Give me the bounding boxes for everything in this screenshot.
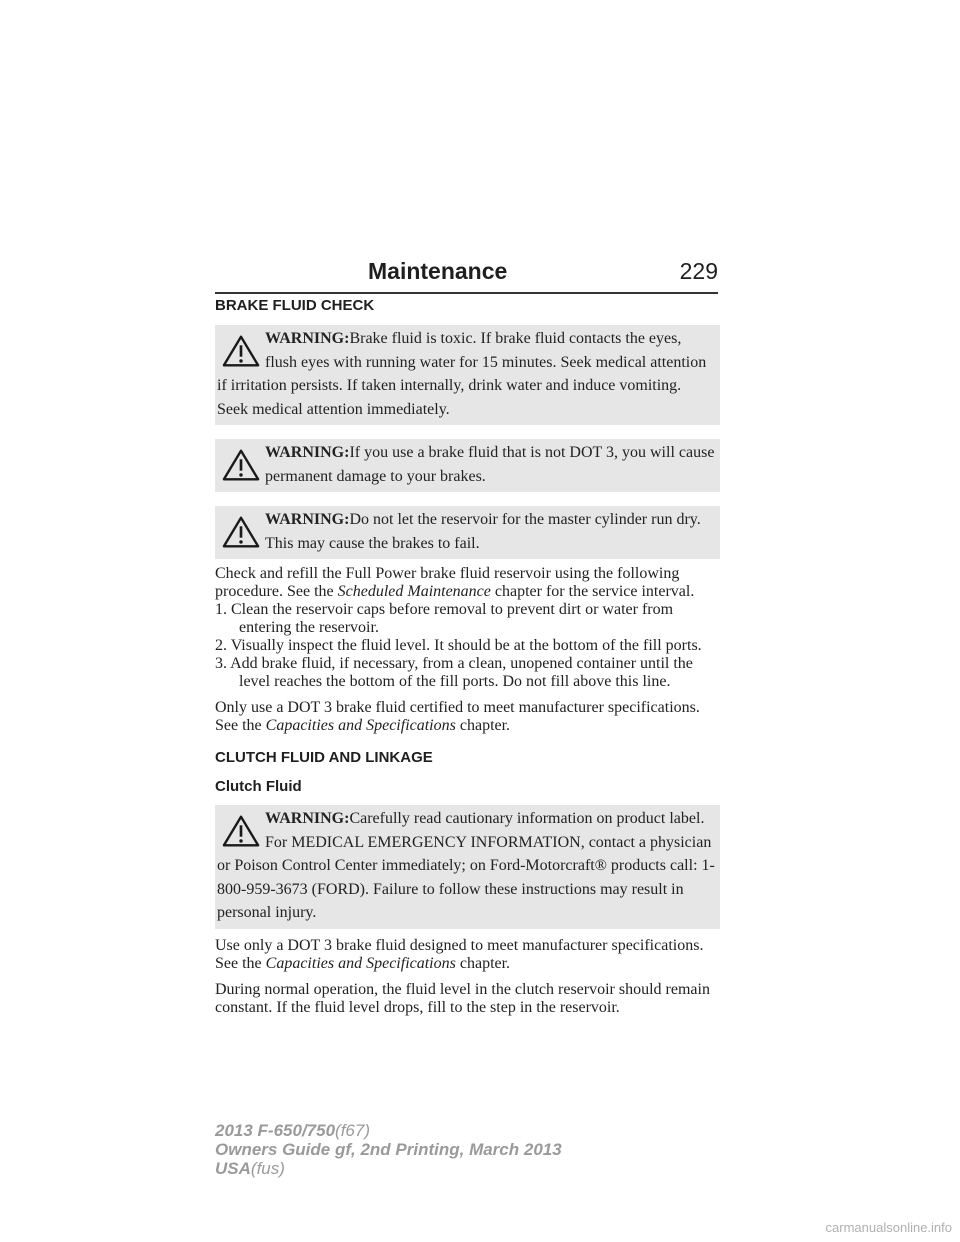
- warning-box-reservoir: [215, 506, 720, 559]
- clutch-heading: CLUTCH FLUID AND LINKAGE: [215, 749, 433, 766]
- clutch-paragraph-2: During normal operation, the fluid level in the clutch reservoir should remain constant. If the fluid level drops, fill to the step in the reservoir.: [215, 980, 710, 1016]
- clutch-paragraph-1: Use only a DOT 3 brake fluid designed to meet manufacturer specifications. See the Capacities and Specifications chapter.: [215, 936, 704, 972]
- footer-line-3: USA(fus): [215, 1159, 285, 1178]
- warning-lead: WARNING:: [265, 511, 350, 528]
- brake-note-paragraph: Only use a DOT 3 brake fluid certified to meet manufacturer specifications. See the Capacities and Specifications chapter.: [215, 699, 700, 734]
- warning-text: Carefully read cautionary information on product label. For MEDICAL EMERGENCY INFORMATION, contact a physician or Poison Control Center immediately; on Ford-Motorcraft® products call: 1-800-959-3673 (FORD). Failure to follow these instructions may result in personal injury.: [217, 810, 715, 921]
- warning-lead: WARNING:: [265, 810, 350, 827]
- footer-line-1: 2013 F-650/750(f67): [215, 1121, 371, 1140]
- page-content: [215, 297, 720, 1017]
- warning-triangle-icon: [222, 333, 260, 369]
- warning-text: If you use a brake fluid that is not DOT 3, you will cause permanent damage to your brakes.: [265, 444, 715, 485]
- page-title: Maintenance: [368, 258, 508, 284]
- warning-lead: WARNING:: [265, 330, 350, 347]
- warning-box-toxic: [215, 325, 720, 425]
- step-item: 3. Add brake fluid, if necessary, from a clean, unopened container until the level reaches the bottom of the fill ports. Do not fill above this line.: [215, 655, 693, 690]
- warning-lead: WARNING:: [265, 444, 350, 461]
- step-item: 1. Clean the reservoir caps before removal to prevent dirt or water from entering the reservoir.: [215, 601, 674, 636]
- page-header: [215, 256, 718, 294]
- scheduled-maintenance-reference: Scheduled Maintenance: [337, 583, 491, 600]
- warning-triangle-icon: [222, 447, 260, 483]
- footer-line-2: Owners Guide gf, 2nd Printing, March 2013: [215, 1140, 562, 1159]
- capacities-reference: Capacities and Specifications: [265, 954, 456, 972]
- warning-box-clutch: [215, 805, 720, 929]
- warning-text: Do not let the reservoir for the master cylinder run dry. This may cause the brakes to fail.: [265, 511, 701, 552]
- warning-text: Brake fluid is toxic. If brake fluid contacts the eyes, flush eyes with running water for 15 minutes. Seek medical attention if irritation persists. If taken internally, drink water and induce vomiting. Seek medical attention immediately.: [217, 330, 707, 418]
- warning-triangle-icon: [222, 813, 260, 849]
- page-number: 229: [679, 258, 718, 284]
- page-footer: [215, 1121, 562, 1178]
- brake-steps-list: [215, 601, 720, 691]
- warning-triangle-icon: [222, 514, 260, 550]
- brake-intro-paragraph: Check and refill the Full Power brake fluid reservoir using the following procedure. See the Scheduled Maintenance chapter for the service interval.: [215, 565, 695, 600]
- warning-box-dot3: [215, 439, 720, 492]
- step-item: 2. Visually inspect the fluid level. It should be at the bottom of the fill ports.: [215, 637, 702, 654]
- brake-fluid-heading: BRAKE FLUID CHECK: [215, 297, 375, 314]
- clutch-fluid-subheading: Clutch Fluid: [215, 778, 302, 795]
- capacities-reference: Capacities and Specifications: [265, 717, 456, 734]
- watermark: carmanualsonline.info: [825, 1220, 952, 1235]
